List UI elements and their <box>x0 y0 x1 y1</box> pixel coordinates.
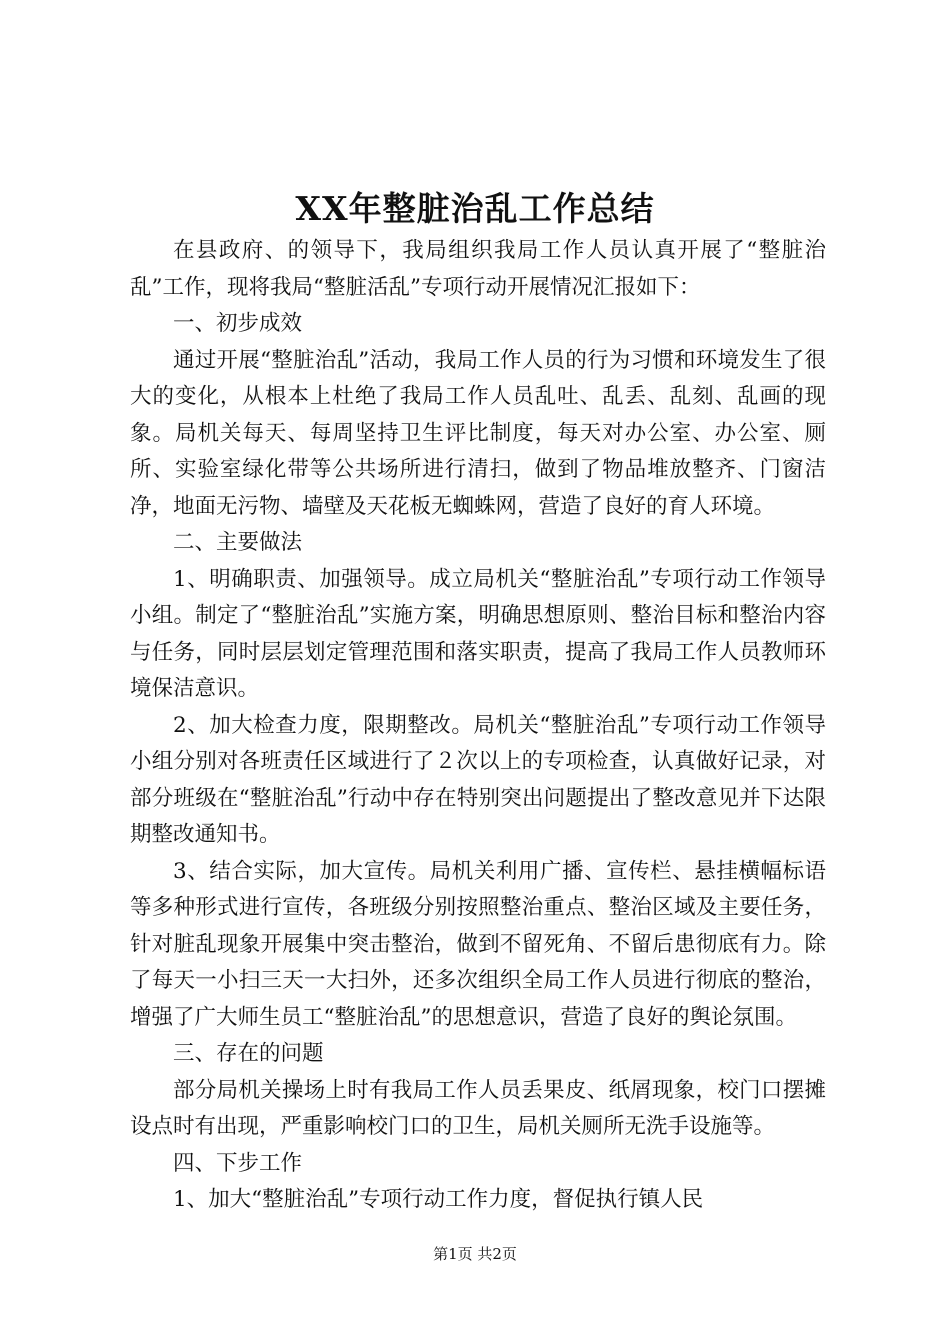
body-paragraph: 1、明确职责、加强领导。成立局机关“整脏治乱”专项行动工作领导小组。制定了“整脏治乱”实施方案，明确思想原则、整治目标和整治内容与任务，同时层层划定管理范围和落实职责，提高了我局工作人员教师环境保洁意识。 <box>130 566 826 701</box>
body-paragraph: 3、结合实际，加大宣传。局机关利用广播、宣传栏、悬挂横幅标语等多种形式进行宣传，各班级分别按照整治重点、整治区域及主要任务，针对脏乱现象开展集中突击整治，做到不留死角、不留后患彻底有力。除了每天一小扫三天一大扫外，还多次组织全局工作人员进行彻底的整治，增强了广大师生员工“整脏治乱”的思想意识，营造了良好的舆论氛围。 <box>130 858 826 1030</box>
section-heading: 三、存在的问题 <box>173 1041 324 1066</box>
body-paragraph: 通过开展“整脏治乱”活动，我局工作人员的行为习惯和环境发生了很大的变化，从根本上杜绝了我局工作人员乱吐、乱丢、乱刻、乱画的现象。局机关每天、每周坚持卫生评比制度，每天对办公室、办公室、厕所、实验室绿化带等公共场所进行清扫，做到了物品堆放整齐、门窗洁净，地面无污物、墙壁及天花板无蜘蛛网，营造了良好的育人环境。 <box>130 347 826 519</box>
section-heading: 二、主要做法 <box>173 530 303 555</box>
section-heading: 一、初步成效 <box>173 311 303 336</box>
intro-paragraph: 在县政府、的领导下，我局组织我局工作人员认真开展了“整脏治乱”工作，现将我局“整脏活乱”专项行动开展情况汇报如下： <box>130 238 826 300</box>
document-title: XX年整脏治乱工作总结 <box>295 189 655 228</box>
page-footer: 第1页 共2页 <box>433 1245 517 1263</box>
body-paragraph: 1、加大“整脏治乱”专项行动工作力度，督促执行镇人民 <box>173 1187 704 1212</box>
section-heading: 四、下步工作 <box>173 1150 303 1176</box>
body-paragraph: 2、加大检查力度，限期整改。局机关“整脏治乱”专项行动工作领导小组分别对各班责任区域进行了２次以上的专项检查，认真做好记录，对部分班级在“整脏治乱”行动中存在特别突出问题提出了整改意见并下达限期整改通知书。 <box>130 712 826 847</box>
body-paragraph: 部分局机关操场上时有我局工作人员丢果皮、纸屑现象，校门口摆摊设点时有出现，严重影响校门口的卫生，局机关厕所无洗手设施等。 <box>130 1077 826 1139</box>
document-body <box>130 233 826 1219</box>
